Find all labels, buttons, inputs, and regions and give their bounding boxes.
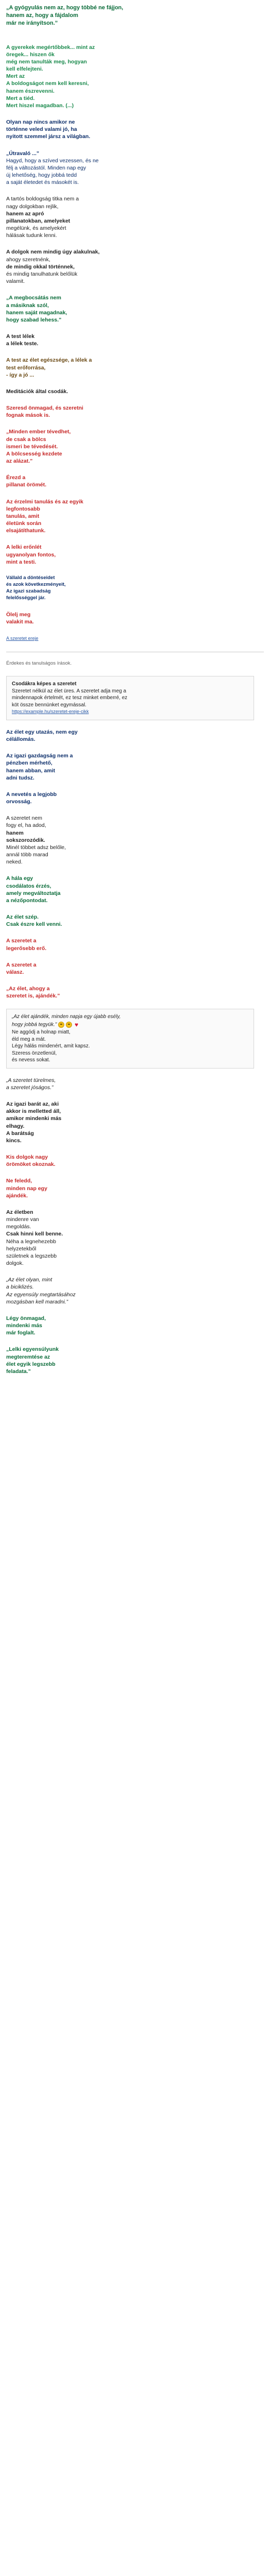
- quote-block-c4: [6, 815, 253, 866]
- quote-block-14: [6, 498, 253, 535]
- text-line: felelősséggel jár.: [6, 595, 46, 601]
- text-line: de csak a bölcs: [6, 436, 46, 443]
- text-line: Kis dolgok nagy: [6, 1154, 48, 1161]
- quote-card-title: Csodákra képes a szeretet: [12, 681, 77, 687]
- text-line: öregek... hiszen ők: [6, 51, 55, 58]
- text-line: dolgok.: [6, 1260, 24, 1267]
- quote-card-line: mindennapok értelmét, ez tesz minket emberré, ez: [12, 695, 128, 701]
- text-line: hálásak tudunk lenni.: [6, 232, 57, 239]
- text-line: a saját életedet és másokét is.: [6, 179, 79, 186]
- text-line: a szeretet jóságos.”: [6, 1084, 53, 1091]
- text-line: szeretet is, ajándék.”: [6, 993, 60, 999]
- quote-card-line: és nevess sokat.: [12, 1057, 50, 1063]
- text-line: nyitott szemmel jársz a világban.: [6, 133, 91, 140]
- quote-block-c6: [6, 913, 253, 928]
- text-line: A barátság: [6, 1130, 34, 1137]
- text-line: orvosság.: [6, 799, 32, 805]
- quote-block-9: [6, 357, 253, 379]
- text-line: pénzben mérhető,: [6, 760, 52, 767]
- text-line: születnek a legszebb: [6, 1252, 57, 1259]
- text-line: Vállald a döntéseidet: [6, 574, 55, 581]
- text-line: de mindig okkal történnek,: [6, 263, 75, 270]
- text-line: mozgásban kell maradni.”: [6, 1298, 68, 1305]
- quote-block-7: [6, 294, 253, 324]
- text-line: élet egyik legszebb: [6, 1361, 56, 1367]
- text-line: A gyerekek megértőbbek... mint az: [6, 44, 95, 50]
- text-line: pillanatokban, amelyeket: [6, 217, 70, 224]
- text-line: válasz.: [6, 969, 24, 975]
- text-line: hanem abban, amit: [6, 767, 56, 774]
- text-line: a nézőpontodat.: [6, 897, 48, 904]
- quote-card-line: [12, 1021, 248, 1029]
- quote-card-line: éld meg a mát.: [12, 1036, 46, 1042]
- text-line: minden nap egy: [6, 1185, 47, 1192]
- text-line: A szeretet a: [6, 961, 37, 968]
- text-line: test erőforrása,: [6, 364, 46, 371]
- text-line: ismeri be tévedését.: [6, 443, 58, 450]
- text-line: már ne irányítson.”: [6, 20, 58, 26]
- text-line: „Útravaló ...”: [6, 150, 40, 157]
- text-line: - így a jó ...: [6, 371, 34, 378]
- text-line: Csak hinni kell benne.: [6, 1231, 63, 1238]
- text-line: megélünk, és amelyekért: [6, 225, 66, 232]
- quote-block-11: [6, 404, 253, 419]
- text-line: A test lélek: [6, 333, 35, 340]
- text-line: Minél többet adsz belőle,: [6, 844, 66, 851]
- text-line: Az igazi barát az, aki: [6, 1100, 59, 1107]
- text-line: már foglalt.: [6, 1330, 35, 1336]
- text-line: az alázat.”: [6, 458, 33, 465]
- text-line: célállomás.: [6, 736, 35, 742]
- quote-card-line: Ne aggódj a holnap miatt,: [12, 1029, 70, 1036]
- text-line: Érezd a: [6, 474, 26, 481]
- text-line: Mert az: [6, 73, 25, 80]
- quote-block-d6: [6, 1276, 253, 1306]
- text-line: új lehetőség, hogy jobbá tedd: [6, 172, 77, 179]
- text-line: A lelki erőnlét: [6, 544, 42, 551]
- quote-block-17: [6, 611, 253, 625]
- quote-card: [6, 676, 254, 720]
- heart-icon: ♥: [75, 1021, 79, 1028]
- smiley-icon: [58, 1022, 64, 1028]
- quote-block-15: [6, 544, 253, 566]
- intro-line: Érdekes és tanulságos írások.: [6, 660, 72, 666]
- quote-block-4: [6, 150, 253, 187]
- quote-card-link[interactable]: https://example.hu/szeretet-ereje-cikk: [12, 709, 89, 715]
- text-line: Az igazi gazdagság nem a: [6, 753, 73, 759]
- text-line: és azok következményeit,: [6, 581, 66, 587]
- quote-card-2: [6, 1009, 254, 1068]
- text-line: Mert a tiéd.: [6, 95, 35, 101]
- quote-block-c3: [6, 791, 253, 805]
- text-line: Néha a legnehezebb: [6, 1238, 56, 1245]
- quote-card-line: Szeretet nélkül az élet üres. A szeretet adja meg a: [12, 688, 127, 694]
- text-line: A hála egy: [6, 875, 33, 882]
- text-line: A bölcsesség kezdete: [6, 450, 62, 457]
- text-line: ugyanolyan fontos,: [6, 551, 56, 558]
- text-line: Mert hiszel magadban. (...): [6, 102, 74, 109]
- quote-card-line: Szeress önzetlenül,: [12, 1050, 57, 1056]
- text-line: amikor mindenki más: [6, 1115, 62, 1122]
- quote-block-2: [6, 44, 253, 110]
- quote-block-c1: [6, 728, 253, 743]
- text-line: elhagy.: [6, 1123, 25, 1129]
- text-line: „A szeretet türelmes,: [6, 1077, 56, 1083]
- text-line: „A gyógyulás nem az, hogy többé ne fájjon,: [6, 5, 123, 11]
- text-line: annál több marad: [6, 852, 48, 858]
- text-line: amely megváltoztatja: [6, 890, 61, 896]
- text-line: sokszorozódik.: [6, 837, 45, 843]
- text-line: Az élet egy utazás, nem egy: [6, 728, 78, 735]
- text-line: pillanat örömét.: [6, 482, 47, 488]
- text-line: a biciklizés.: [6, 1284, 34, 1291]
- text-line: A boldogságot nem kell keresni,: [6, 80, 89, 87]
- quote-block-10: [6, 388, 253, 395]
- text-line: tanulás, amit: [6, 513, 40, 519]
- text-line: Csak észre kell venni.: [6, 921, 62, 928]
- text-line: Az egyensúly megtartásához: [6, 1291, 76, 1298]
- text-line: Meditációk által csodák.: [6, 388, 68, 395]
- text-line: A nevetés a legjobb: [6, 791, 57, 798]
- quote-block-1: [6, 4, 253, 27]
- quote-card-line: köt össze bennünket egymással.: [12, 702, 87, 708]
- quote-block-8: [6, 333, 253, 347]
- quote-block-6: [6, 248, 253, 285]
- text-line: Légy önmagad,: [6, 1315, 46, 1321]
- text-line: Olyan nap nincs amikor ne: [6, 119, 75, 126]
- text-line: A dolgok nem mindig úgy alakulnak,: [6, 249, 100, 256]
- divider-link[interactable]: A szeretet ereje: [6, 636, 39, 641]
- text-line: nagy dolgokban rejlik,: [6, 203, 59, 210]
- text-line: A szeretet nem: [6, 815, 43, 822]
- text-line: hanem az apró: [6, 210, 44, 217]
- quote-card-line: Légy hálás mindenért, amit kapsz.: [12, 1043, 90, 1049]
- text-line: feladata.”: [6, 1368, 31, 1375]
- text-line: mindenre van: [6, 1216, 39, 1223]
- text-line: valamit.: [6, 278, 25, 285]
- text-line: fogy el, ha adod,: [6, 822, 46, 829]
- text-line: életünk során: [6, 520, 42, 527]
- text-line: Ne feledd,: [6, 1178, 32, 1184]
- quote-block-3: [6, 118, 253, 141]
- text-line: adni tudsz.: [6, 774, 34, 781]
- text-line: A tartós boldogság titka nem a: [6, 196, 79, 202]
- quote-block-d8: [6, 1346, 253, 1375]
- text-line: hanem az, hogy a fájdalom: [6, 12, 78, 19]
- smiley-icon: [66, 1022, 72, 1028]
- text-line: és mindig tanulhatunk belőlük: [6, 271, 78, 277]
- quote-block-c5: [6, 875, 253, 904]
- text-line: elsajátíthatunk.: [6, 528, 46, 534]
- quote-block-c2: [6, 752, 253, 782]
- text-line: Szeresd önmagad, és szeretni: [6, 405, 83, 412]
- text-line: Az élet szép.: [6, 914, 39, 921]
- quote-block-d2: [6, 1100, 253, 1144]
- text-line: „A megbocsátás nem: [6, 295, 61, 301]
- text-line: még nem tanulták meg, hogyan: [6, 58, 87, 65]
- text-line: „Az élet, ahogy a: [6, 986, 50, 992]
- quote-block-d4: [6, 1177, 253, 1199]
- text-line: a másiknak szól,: [6, 302, 49, 309]
- text-line: fognak mások is.: [6, 412, 50, 419]
- text-line: megoldás.: [6, 1224, 31, 1230]
- quote-block-13: [6, 474, 253, 488]
- text-line: helyzetekből: [6, 1245, 37, 1252]
- text-line: A szeretet a: [6, 938, 37, 944]
- text-line: hanem: [6, 829, 24, 836]
- text-line: kincs.: [6, 1137, 22, 1144]
- text-line: „Minden ember tévedhet,: [6, 429, 71, 435]
- text-line: mindenki más: [6, 1323, 43, 1329]
- text-line: mint a testi.: [6, 558, 37, 565]
- text-line: hogy szabad lehess.”: [6, 316, 62, 323]
- quote-block-d1: [6, 1077, 253, 1091]
- divider-section: [6, 635, 253, 642]
- text-line: legfontosabb: [6, 505, 40, 512]
- text-line: megteremtése az: [6, 1353, 50, 1360]
- quote-card-line-text: hogy jobbá tegyük.”: [12, 1022, 57, 1028]
- text-line: hanem saját magadnak,: [6, 309, 67, 316]
- text-line: valakit ma.: [6, 619, 34, 625]
- text-line: félj a változástól. Minden nap egy: [6, 164, 86, 171]
- text-line: ahogy szeretnénk,: [6, 256, 50, 263]
- text-line: Hagyd, hogy a szíved vezessen, és ne: [6, 157, 99, 164]
- text-line: kell elfelejteni.: [6, 66, 43, 73]
- text-line: Az érzelmi tanulás és az egyik: [6, 498, 83, 505]
- quote-block-c8: [6, 961, 253, 976]
- text-line: akkor is melletted áll,: [6, 1108, 61, 1115]
- text-line: ajándék.: [6, 1192, 28, 1199]
- text-line: „Az élet olyan, mint: [6, 1277, 52, 1283]
- quote-block-c7: [6, 937, 253, 952]
- quote-block-c9: [6, 985, 253, 999]
- text-line: Az életben: [6, 1209, 33, 1215]
- quote-block-d7: [6, 1315, 253, 1337]
- quote-block-5: [6, 195, 253, 239]
- text-line: „Lelki egyensúlyunk: [6, 1346, 59, 1353]
- text-line: örömöket okoznak.: [6, 1161, 56, 1168]
- text-line: legerősebb erő.: [6, 945, 47, 952]
- quote-block-d3: [6, 1154, 253, 1168]
- text-line: történne veled valami jó, ha: [6, 126, 77, 133]
- text-line: hanem észrevenni.: [6, 88, 55, 94]
- quote-card-line: „Az élet ajándék, minden napja egy újabb esély,: [12, 1014, 121, 1020]
- text-line: Ölelj meg: [6, 611, 31, 618]
- text-line: neked.: [6, 859, 23, 866]
- quote-block-16: [6, 575, 253, 602]
- text-line: A test az élet egészsége, a lélek a: [6, 357, 92, 364]
- text-line: a lélek teste.: [6, 341, 39, 347]
- quote-block-12: [6, 428, 253, 465]
- quote-block-d5: [6, 1209, 253, 1267]
- text-line: csodálatos érzés,: [6, 883, 51, 889]
- text-line: Az igazi szabadság: [6, 588, 51, 594]
